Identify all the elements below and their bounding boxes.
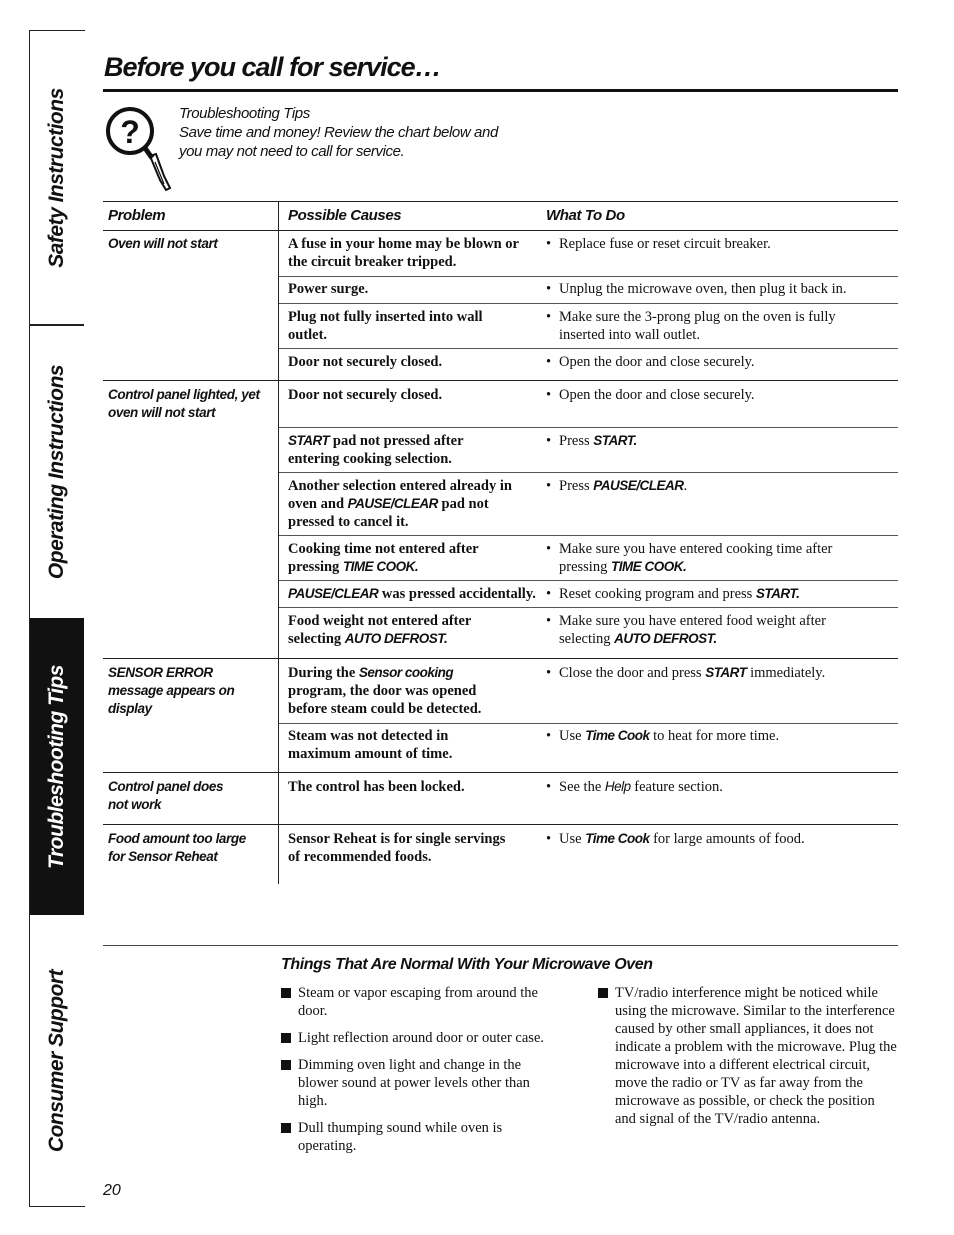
cause-text: Power surge. [288,281,369,297]
cause-text: Another selection entered already in oven and PAUSE/CLEAR pad not pressed to cancel it. [288,478,512,530]
row-divider [279,472,898,473]
header-what-to-do: What To Do [546,207,625,224]
cause-text: A fuse in your home may be blown or the circuit breaker tripped. [288,236,519,270]
tab-label: Troubleshooting Tips [45,664,68,869]
todo-text: • Use Time Cook for large amounts of food. [546,831,805,847]
problem-label: Food amount too large for Sensor Reheat [108,831,246,864]
tab-consumer-support[interactable] [30,915,84,1206]
list-item: Dimming oven light and change in the blower sound at power levels other than high. [281,1056,556,1110]
header-problem: Problem [108,207,166,224]
normal-section-heading: Things That Are Normal With Your Microwave Oven [281,956,653,973]
todo-text: • Use Time Cook to heat for more time. [546,728,780,744]
troubleshooting-table [103,201,898,231]
tab-troubleshooting-tips[interactable] [30,618,84,915]
problem-label: SENSOR ERROR message appears on display [108,665,235,716]
group-divider [103,658,898,659]
table-header-row [103,201,898,231]
row-divider [279,580,898,581]
section-tabs [29,30,85,1207]
cause-text: Plug not fully inserted into wall outlet. [288,309,483,343]
section-divider [103,945,898,946]
row-divider [279,276,898,277]
row-divider [279,607,898,608]
page-title: Before you call for service… [104,52,441,82]
row-divider [279,303,898,304]
todo-text: • Press PAUSE/CLEAR. [546,478,688,494]
group-divider [103,772,898,773]
problem-label: Control panel does not work [108,779,224,812]
tab-safety-instructions[interactable] [30,31,84,326]
list-item: Steam or vapor escaping from around the door. [281,984,561,1020]
tips-heading: Troubleshooting Tips [179,105,310,122]
group-divider [103,824,898,825]
list-item: TV/radio interference might be noticed while using the microwave. Similar to the interference caused by other small appliances, it does not indicate a problem with the microwave. Plug the microwave into a different electrical circuit, move the radio or TV as far away from the microwave as possible, or check the position and signal of the TV/radio antenna. [598,984,898,1128]
todo-text: • See the Help feature section. [546,779,723,795]
tab-label: Consumer Support [45,969,68,1152]
cause-text: The control has been locked. [288,779,465,795]
square-bullet-icon [598,988,608,998]
square-bullet-icon [281,1123,291,1133]
todo-text: • Close the door and press START immediately. [546,665,826,681]
todo-text: • Press START. [546,433,637,449]
group-divider [103,380,898,381]
todo-text: • Open the door and close securely. [546,354,755,370]
todo-text: • Make sure the 3-prong plug on the oven is fully inserted into wall outlet. [546,309,836,343]
row-divider [279,723,898,724]
cause-text: Sensor Reheat is for single servings of recommended foods. [288,831,506,865]
cause-text: Cooking time not entered after pressing TIME COOK. [288,541,479,575]
tab-operating-instructions[interactable] [30,326,84,618]
list-item: Light reflection around door or outer case. [281,1029,581,1047]
cause-text: Door not securely closed. [288,354,443,370]
cause-text: Steam was not detected in maximum amount of time. [288,728,453,762]
cause-text: During the Sensor cooking program, the door was opened before steam could be detected. [288,665,482,717]
todo-text: • Open the door and close securely. [546,387,755,403]
todo-text: • Reset cooking program and press START. [546,586,800,602]
title-rule [103,89,898,92]
cause-text: START pad not pressed after entering cooking selection. [288,433,464,467]
page-number: 20 [103,1182,121,1199]
tips-line: Save time and money! Review the chart below and [179,124,498,141]
row-divider [279,427,898,428]
todo-text: • Unplug the microwave oven, then plug it back in. [546,281,847,297]
question-magnifier-icon [104,104,176,194]
square-bullet-icon [281,1060,291,1070]
list-item: Dull thumping sound while oven is operating. [281,1119,546,1155]
cause-text: PAUSE/CLEAR was pressed accidentally. [288,586,536,602]
todo-text: • Make sure you have entered cooking time after pressing TIME COOK. [546,541,833,575]
tips-intro [179,104,498,161]
cause-text: Food weight not entered after selecting AUTO DEFROST. [288,613,472,647]
tips-line: you may not need to call for service. [179,143,405,160]
square-bullet-icon [281,988,291,998]
tab-label: Safety Instructions [45,87,68,268]
header-possible-causes: Possible Causes [288,207,402,224]
svg-text:?: ? [120,114,140,150]
row-divider [279,348,898,349]
square-bullet-icon [281,1033,291,1043]
tab-label: Operating Instructions [45,364,68,580]
problem-label: Control panel lighted, yet oven will not start [108,387,260,420]
row-divider [279,535,898,536]
todo-text: • Replace fuse or reset circuit breaker. [546,236,771,252]
problem-label: Oven will not start [108,236,218,251]
todo-text: • Make sure you have entered food weight after selecting AUTO DEFROST. [546,613,826,647]
cause-text: Door not securely closed. [288,387,443,403]
